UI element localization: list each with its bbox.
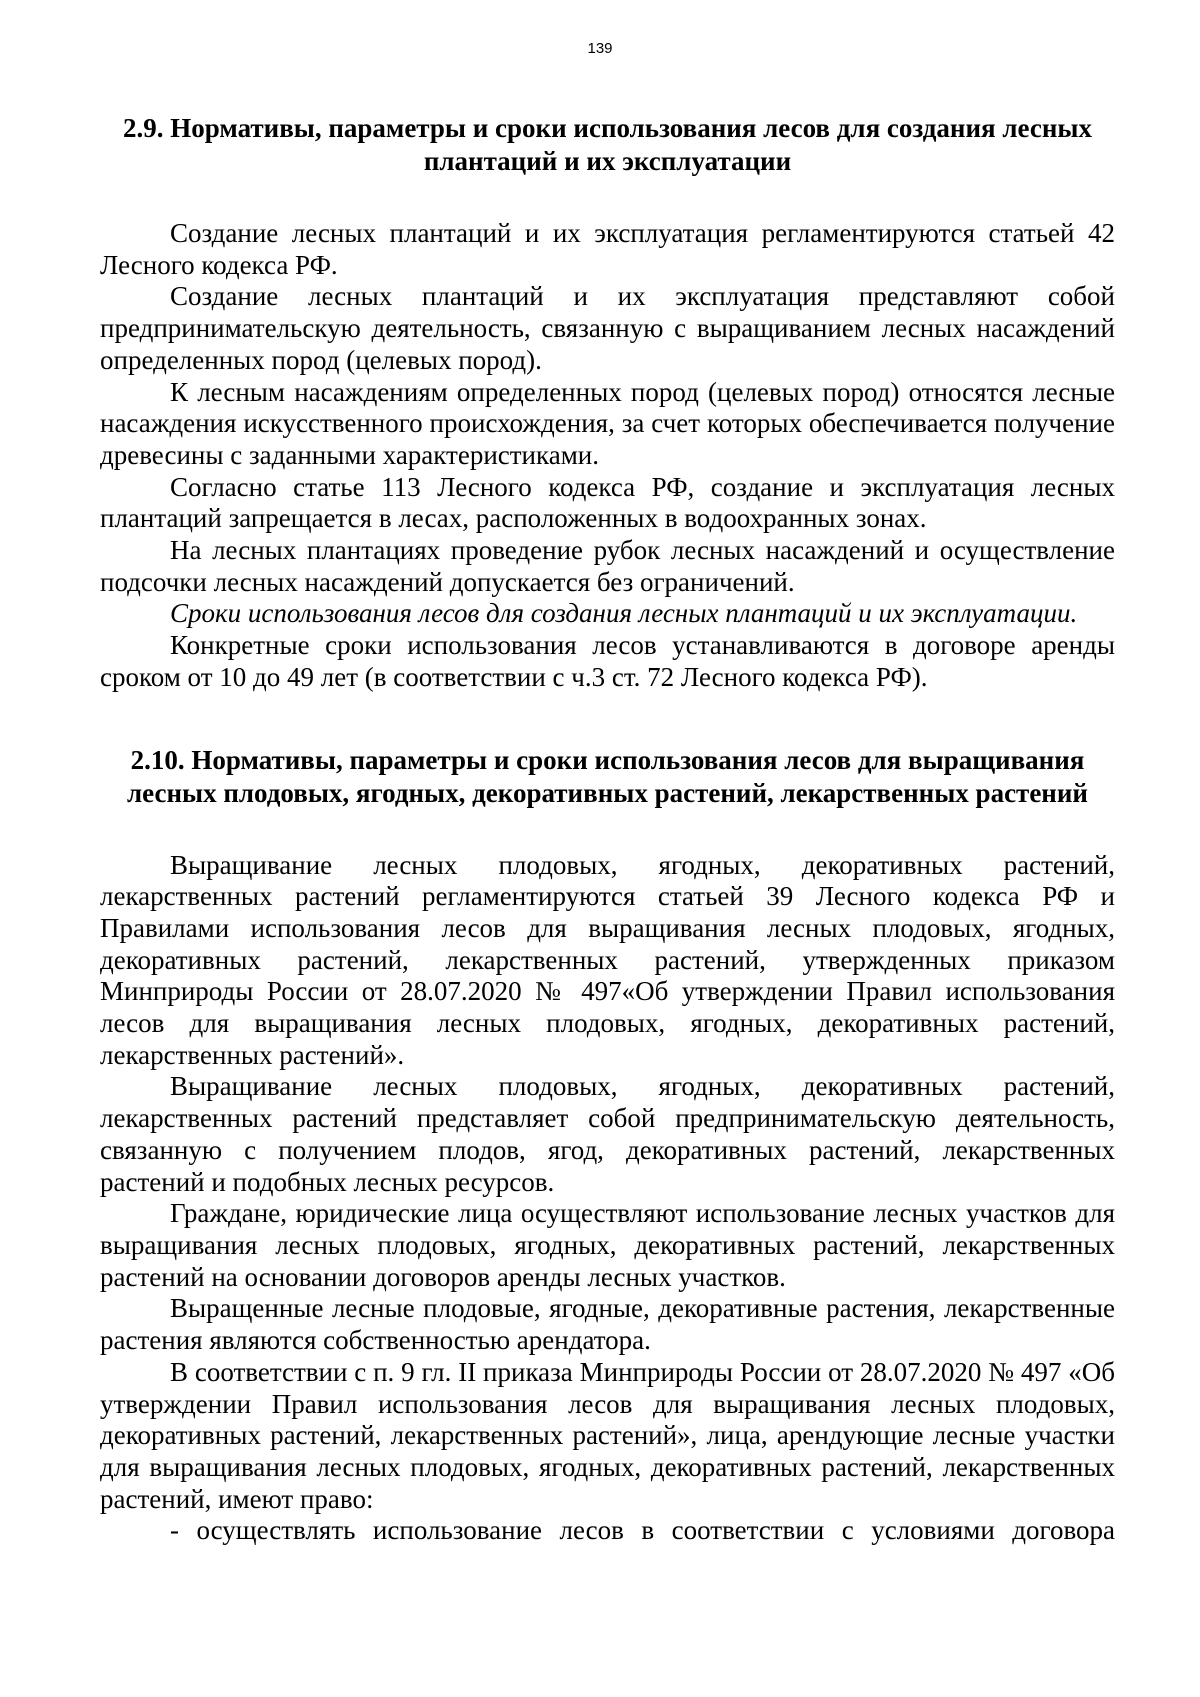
- section-2-9-paragraph: Создание лесных плантаций и их эксплуатация регламентируются статьей 42 Лесного кодекса РФ.: [100, 218, 1115, 280]
- section-2-10-heading: 2.10. Нормативы, параметры и сроки использования лесов для выращивания лесных плодовых, ягодных, декоративных растений, лекарственных растений: [127, 744, 1088, 808]
- page-number: 139: [587, 40, 613, 57]
- section-2-10-list-item: - осуществлять использование лесов в соответствии с условиями договора: [170, 1515, 1115, 1546]
- section-2-10-paragraph: Выращивание лесных плодовых, ягодных, декоративных растений, лекарственных растений регламентируются статьей 39 Лесного кодекса РФ и Правилами использования лесов для выращивания лесных плодовых, ягодных, декоративных растений, лекарственных растений, утвержденных приказом Минприроды России от 28.07.2020 № 497«Об утверждении Правил использования лесов для выращивания лесных плодовых, ягодных, декоративных растений, лекарственных растений».: [100, 849, 1115, 1070]
- section-2-9-paragraph: Создание лесных плантаций и их эксплуатация представляют собой предпринимательскую деятельность, связанную с выращиванием лесных насаждений определенных пород (целевых пород).: [100, 281, 1115, 375]
- section-2-10-paragraph: Выращивание лесных плодовых, ягодных, декоративных растений, лекарственных растений представляет собой предпринимательскую деятельность, связанную с получением плодов, ягод, декоративных растений, лекарственных растений и подобных лесных ресурсов.: [100, 1071, 1115, 1197]
- section-2-9-paragraph: К лесным насаждениям определенных пород (целевых пород) относятся лесные насаждения искусственного происхождения, за счет которых обеспечивается получение древесины с заданными характеристиками.: [100, 376, 1115, 470]
- section-2-9-paragraph: Конкретные сроки использования лесов устанавливаются в договоре аренды сроком от 10 до 49 лет (в соответствии с ч.3 ст. 72 Лесного кодекса РФ).: [100, 630, 1115, 692]
- section-2-9-paragraph: Согласно статье 113 Лесного кодекса РФ, создание и эксплуатация лесных плантаций запрещается в лесах, расположенных в водоохранных зонах.: [100, 471, 1115, 534]
- section-2-10-paragraph: В соответствии с п. 9 гл. II приказа Минприроды России от 28.07.2020 № 497 «Об утверждении Правил использования лесов для выращивания лесных плодовых, декоративных растений, лекарственных растений», лица, арендующие лесные участки для выращивания лесных плодовых, ягодных, декоративных растений, лекарственных растений, имеют право:: [100, 1356, 1115, 1514]
- section-2-9-heading: 2.9. Нормативы, параметры и сроки использования лесов для создания лесных плантаций и их эксплуатации: [123, 113, 1092, 176]
- section-2-10-paragraph: Выращенные лесные плодовые, ягодные, декоративные растения, лекарственные растения являются собственностью арендатора.: [100, 1293, 1115, 1356]
- section-2-9-italic-subheading: Сроки использования лесов для создания лесных плантаций и их эксплуатации.: [170, 598, 1078, 629]
- section-2-10-paragraph: Граждане, юридические лица осуществляют использование лесных участков для выращивания лесных плодовых, ягодных, декоративных растений, лекарственных растений на основании договоров аренды лесных участков.: [100, 1198, 1115, 1292]
- section-2-9-paragraph: На лесных плантациях проведение рубок лесных насаждений и осуществление подсочки лесных насаждений допускается без ограничений.: [100, 535, 1115, 597]
- document-body: [100, 112, 1115, 1547]
